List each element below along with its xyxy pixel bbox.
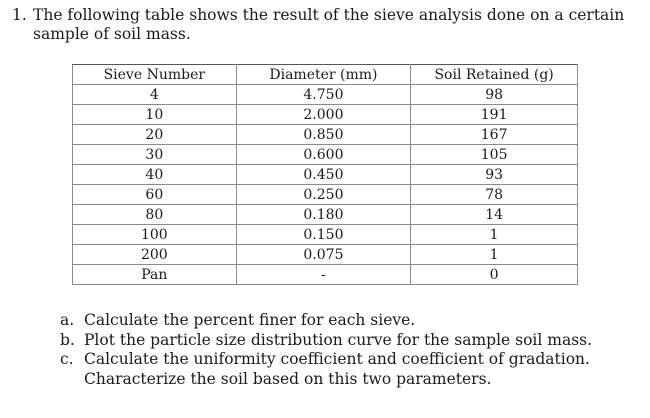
task-item-a — [60, 311, 640, 331]
cell-sieve-number: 10 — [73, 105, 237, 125]
cell-soil-retained: 93 — [411, 165, 578, 185]
cell-soil-retained: 105 — [411, 145, 578, 165]
table-row — [73, 245, 578, 265]
cell-diameter: 2.000 — [236, 105, 411, 125]
cell-soil-retained: 167 — [411, 125, 578, 145]
cell-sieve-number: 60 — [73, 185, 237, 205]
table-row — [73, 205, 578, 225]
cell-diameter: - — [236, 265, 411, 285]
cell-soil-retained: 14 — [411, 205, 578, 225]
table-row — [73, 265, 578, 285]
table-row — [73, 125, 578, 145]
cell-soil-retained: 1 — [411, 225, 578, 245]
table-row — [73, 165, 578, 185]
table-row — [73, 85, 578, 105]
cell-soil-retained: 1 — [411, 245, 578, 265]
cell-diameter: 0.150 — [236, 225, 411, 245]
cell-sieve-number: 40 — [73, 165, 237, 185]
table-row — [73, 105, 578, 125]
sieve-analysis-table — [72, 64, 578, 285]
task-list — [60, 311, 640, 389]
header-diameter: Diameter (mm) — [236, 65, 411, 85]
cell-diameter: 0.075 — [236, 245, 411, 265]
task-text: Calculate the percent finer for each sieve. — [84, 311, 416, 329]
task-item-c — [60, 350, 640, 389]
problem-statement — [12, 6, 642, 44]
cell-soil-retained: 98 — [411, 85, 578, 105]
problem-text: The following table shows the result of the sieve analysis done on a certain sample of soil mass. — [33, 6, 625, 43]
cell-diameter: 0.600 — [236, 145, 411, 165]
table-row — [73, 185, 578, 205]
cell-sieve-number: 20 — [73, 125, 237, 145]
cell-diameter: 0.250 — [236, 185, 411, 205]
cell-sieve-number: 200 — [73, 245, 237, 265]
task-text: Plot the particle size distribution curve for the sample soil mass. — [84, 330, 593, 349]
cell-soil-retained: 78 — [411, 185, 578, 205]
table-row — [73, 225, 578, 245]
header-sieve-number: Sieve Number — [73, 65, 237, 85]
cell-diameter: 0.850 — [236, 125, 411, 145]
cell-soil-retained: 191 — [411, 105, 578, 125]
cell-diameter: 0.180 — [236, 205, 411, 225]
cell-sieve-number: 100 — [73, 225, 237, 245]
task-label: a. — [60, 311, 75, 329]
problem-number: 1. — [12, 6, 27, 24]
table-row — [73, 145, 578, 165]
cell-sieve-number: 30 — [73, 145, 237, 165]
cell-diameter: 0.450 — [236, 165, 411, 185]
cell-sieve-number: 4 — [73, 85, 237, 105]
task-item-b — [60, 331, 640, 351]
cell-sieve-number: 80 — [73, 205, 237, 225]
cell-soil-retained: 0 — [411, 265, 578, 285]
cell-diameter: 4.750 — [236, 85, 411, 105]
task-text: Calculate the uniformity coefficient and coefficient of gradation. Characterize the soil based on this two parameters. — [84, 350, 590, 388]
header-soil-retained: Soil Retained (g) — [411, 65, 578, 85]
task-label: c. — [60, 350, 74, 368]
task-label: b. — [60, 330, 75, 349]
cell-sieve-number: Pan — [73, 265, 237, 285]
table-header-row — [73, 65, 578, 85]
